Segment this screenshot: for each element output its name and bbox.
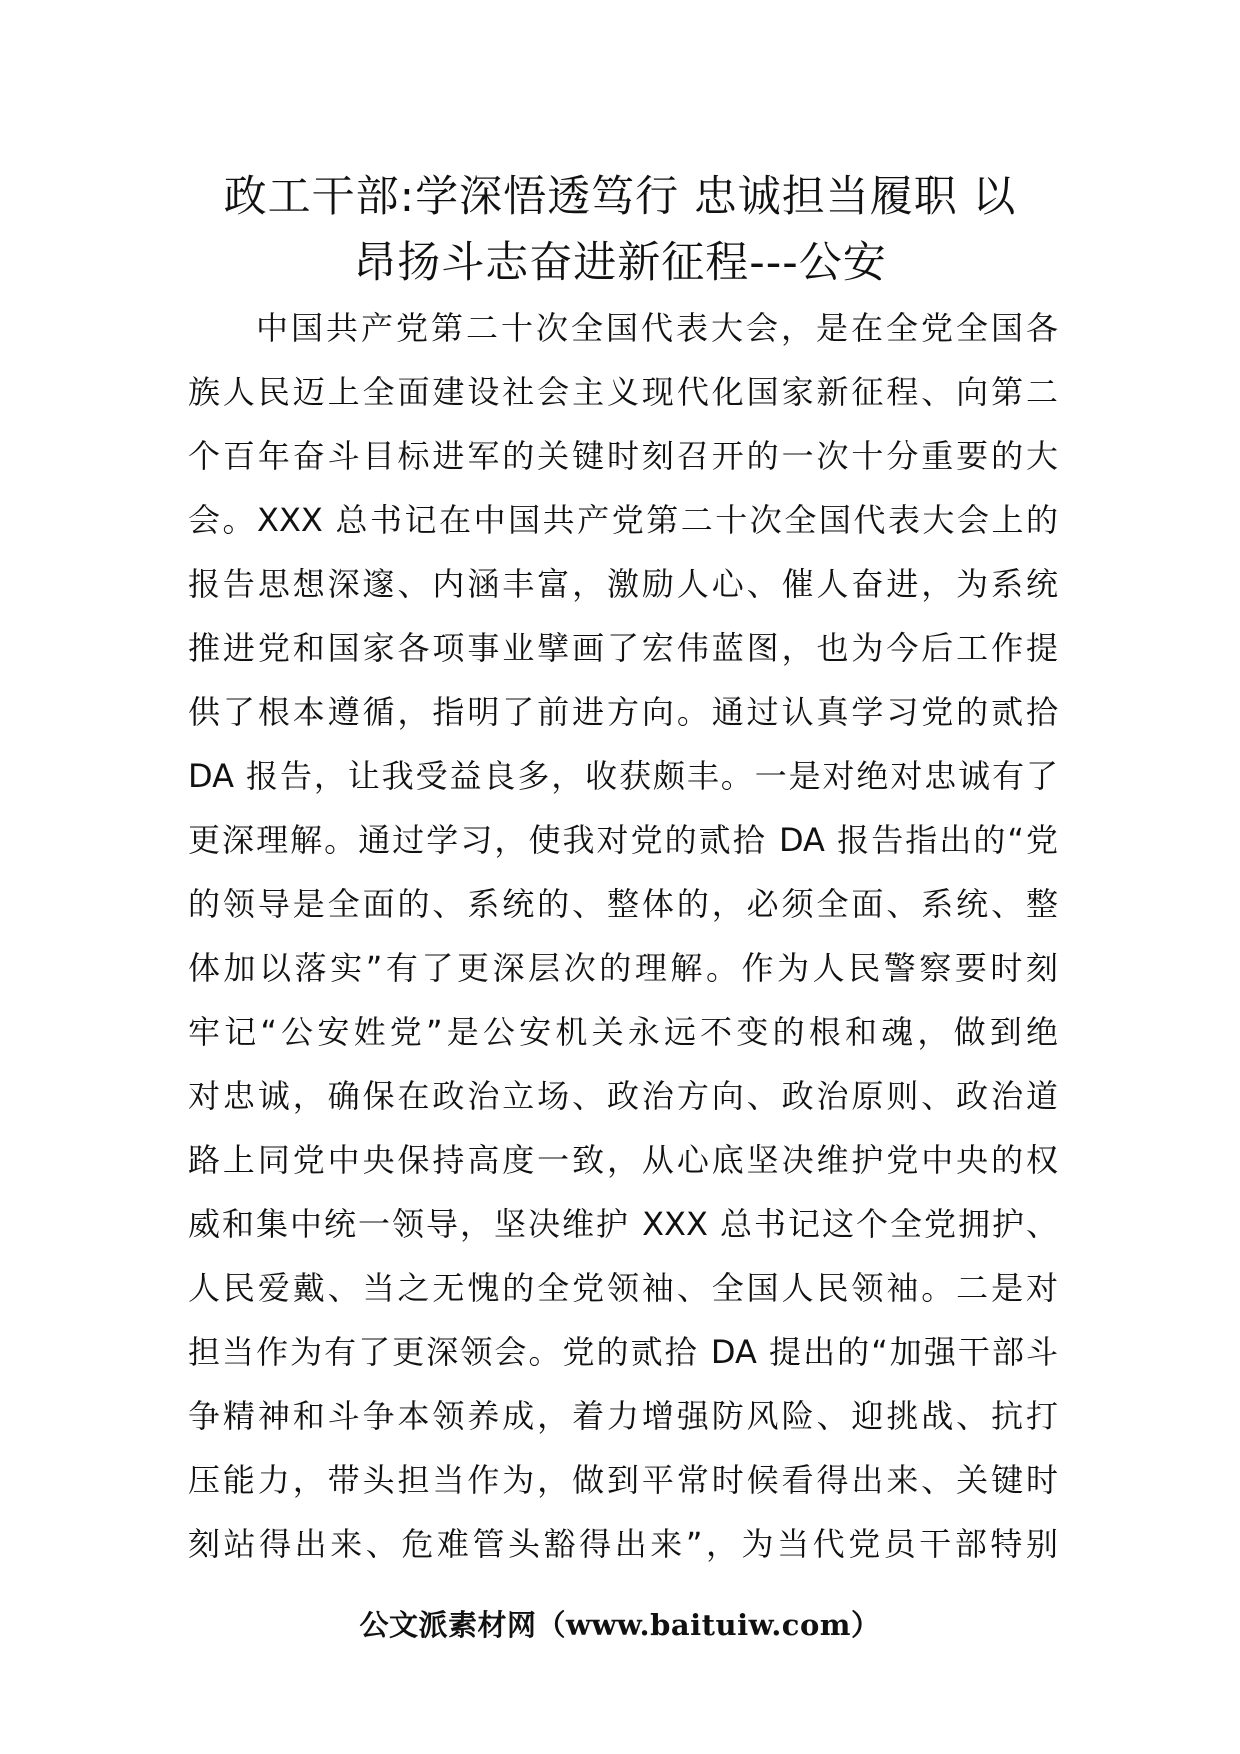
body-line: 争精神和斗争本领养成，着力增强防风险、迎挑战、抗打 bbox=[188, 1397, 1058, 1435]
body-line: 压能力，带头担当作为，做到平常时候看得出来、关键时 bbox=[188, 1461, 1058, 1499]
body-line: 担当作为有了更深领会。党的贰拾 DA 提出的“加强干部斗 bbox=[188, 1333, 1058, 1371]
body-line: 路上同党中央保持高度一致，从心底坚决维护党中央的权 bbox=[188, 1141, 1058, 1179]
footer-source: 公文派素材网（www.baituiw.com） bbox=[359, 1608, 881, 1642]
body-line: 对忠诚，确保在政治立场、政治方向、政治原则、政治道 bbox=[188, 1077, 1058, 1115]
body-line: 刻站得出来、危难管头豁得出来”，为当代党员干部特别 bbox=[188, 1525, 1058, 1563]
body-line: DA 报告，让我受益良多，收获颇丰。一是对绝对忠诚有了 bbox=[188, 757, 1058, 795]
body-line: 会。XXX 总书记在中国共产党第二十次全国代表大会上的 bbox=[188, 501, 1058, 539]
body-line: 的领导是全面的、系统的、整体的，必须全面、系统、整 bbox=[188, 885, 1058, 923]
body-line: 威和集中统一领导，坚决维护 XXX 总书记这个全党拥护、 bbox=[188, 1205, 1058, 1243]
title-line: 昂扬斗志奋进新征程---公安 bbox=[353, 238, 887, 288]
document-title bbox=[190, 164, 1050, 296]
body-line: 人民爱戴、当之无愧的全党领袖、全国人民领袖。二是对 bbox=[188, 1269, 1058, 1307]
body-line: 中国共产党第二十次全国代表大会，是在全党全国各 bbox=[256, 309, 1058, 347]
title-line: 政工干部:学深悟透笃行 忠诚担当履职 以 bbox=[223, 172, 1017, 222]
body-line: 更深理解。通过学习，使我对党的贰拾 DA 报告指出的“党 bbox=[188, 821, 1058, 859]
body-line: 体加以落实”有了更深层次的理解。作为人民警察要时刻 bbox=[188, 949, 1058, 987]
body-line: 个百年奋斗目标进军的关键时刻召开的一次十分重要的大 bbox=[188, 437, 1058, 475]
body-line: 供了根本遵循，指明了前进方向。通过认真学习党的贰拾 bbox=[188, 693, 1058, 731]
body-line: 推进党和国家各项事业擘画了宏伟蓝图，也为今后工作提 bbox=[188, 629, 1058, 667]
body-line: 族人民迈上全面建设社会主义现代化国家新征程、向第二 bbox=[188, 373, 1058, 411]
body-paragraph bbox=[188, 296, 1058, 1576]
body-line: 牢记“公安姓党”是公安机关永远不变的根和魂，做到绝 bbox=[188, 1013, 1058, 1051]
body-line: 报告思想深邃、内涵丰富，激励人心、催人奋进，为系统 bbox=[188, 565, 1058, 603]
